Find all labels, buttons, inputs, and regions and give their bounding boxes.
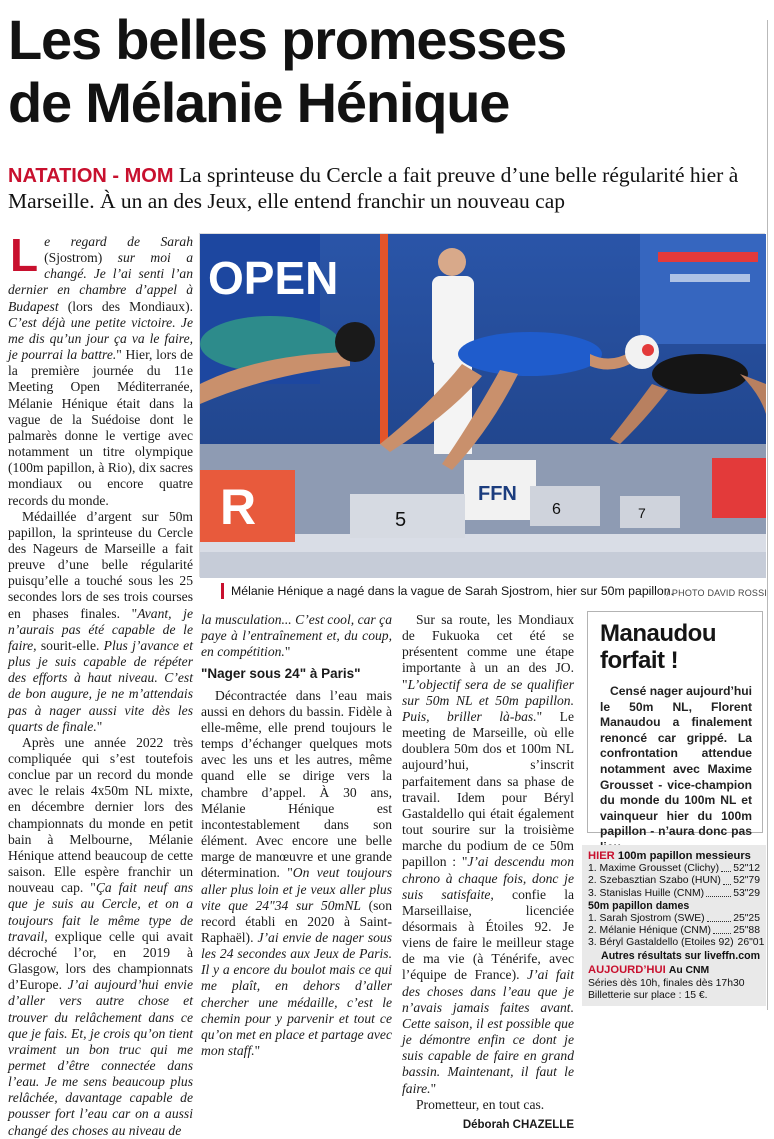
text-run: " Le meeting de Marseille, où elle doublera 50m dos et 100m NL aujourd’hui, s’inscrit parfaitement dans sa phase de travail. Idem pour Béryl Gastaldello qui était également tout sourire sur la troisième marche du podium de ce 50m papillon : " xyxy=(402,708,574,870)
result-row xyxy=(588,875,760,887)
article-column-2 xyxy=(201,612,393,1059)
result-name: 3. Stanislas Huille (CNM) xyxy=(588,887,705,899)
starting-block xyxy=(620,496,680,528)
text-run: (Sjostrom) xyxy=(44,250,118,266)
article-subtitle: "Nager sous 24" à Paris" xyxy=(201,666,361,682)
swimmers-dive-illustration xyxy=(200,234,766,578)
text-run: confie la Marseillaise, licenciée désormais à Étoiles 92. Je viens de faire le meilleur stage de ma vie (à Ténérife, avec l’équipe de France). xyxy=(402,886,574,983)
kicker: NATATION - MOM xyxy=(8,165,174,187)
banner-stripe xyxy=(380,234,388,464)
headline-line-2: de Mélanie Hénique xyxy=(8,71,510,134)
result-name: 2. Mélanie Hénique (CNM) xyxy=(588,925,712,937)
event-title: 50m papillon dames xyxy=(588,900,690,913)
more-results-link: Autres résultats sur liveffn.com xyxy=(601,949,760,962)
text-run: J’ai fait des choses dans l’eau que je n’avais jamais faites avant. Cette saison, il est possible que je démontre enfin ce dont je suis capable de faire en grand bassin. Maintenant, il faut le faire. xyxy=(402,967,574,1096)
text-run: e regard de Sarah xyxy=(44,234,193,249)
paragraph xyxy=(8,735,193,1139)
result-time: 53"29 xyxy=(733,887,760,899)
photo-credit: / PHOTO DAVID ROSSI xyxy=(666,588,767,598)
drop-cap: L xyxy=(10,229,39,281)
byline: Déborah CHAZELLE xyxy=(462,1118,574,1131)
lane-rope xyxy=(200,552,766,578)
page-rule xyxy=(767,20,768,1010)
side-sign xyxy=(712,458,766,518)
text-run: explique celle qui avait décroché l’or, en 2019 à Glasgow, lors des championnats d’Europe. xyxy=(8,928,193,993)
text-run: sourit-elle. xyxy=(36,637,104,653)
paragraph xyxy=(201,688,392,1060)
banner-deco xyxy=(658,252,758,262)
text-run: Médaillée d’argent sur 50m papillon, la sprinteuse du Cercle des Nageurs de Marseille a fait preuve d’une belle régularité puisqu’elle a touché sous les 25 secondes lors de ses trois courses en phases finales. " xyxy=(8,508,193,621)
standfirst xyxy=(8,163,768,214)
text-run: " xyxy=(96,718,103,734)
today-label: AUJOURD’HUI xyxy=(588,964,666,977)
result-row xyxy=(588,888,760,900)
sidebar-box xyxy=(587,611,763,839)
article-column-3 xyxy=(402,612,574,1131)
paragraph: Prometteur, en tout cas. xyxy=(416,1096,545,1112)
banner-right xyxy=(640,234,766,344)
photo-caption xyxy=(201,583,767,603)
today-place: Au CNM xyxy=(668,965,710,977)
result-row xyxy=(588,937,765,949)
article-photo xyxy=(199,233,765,577)
headline-line-1: Les belles promesses xyxy=(8,8,567,71)
results-box xyxy=(582,845,766,1006)
text-run: (lors des Mondiaux). xyxy=(58,298,193,314)
text-run: Décontractée dans l’eau mais aussi en dehors du bassin. Fidèle à elle-même, elle prend toujours le temps d’échanger quelques mots avec les uns et les autres, même quand elle se dirige vers la chambre d’appel. À 30 ans, Mélanie Hénique est incontestablement dans son élément. Avec encore une belle marge de manœuvre et une grande détermination. " xyxy=(201,687,392,881)
banner-deco xyxy=(670,274,750,282)
sidebar-title-line: forfait ! xyxy=(600,647,679,674)
result-row xyxy=(588,925,760,937)
ticket-line: Billetterie sur place : 15 €. xyxy=(588,990,708,1002)
text-run: " xyxy=(284,644,291,660)
caption-marker xyxy=(221,583,224,599)
text-run: L’objectif sera de se qualifier sur 50m NL et 50m papillon. Puis, briller là-bas. xyxy=(402,676,574,724)
article-column-1 xyxy=(8,229,193,1138)
sidebar-title-line: Manaudou xyxy=(600,620,716,647)
sponsor-letter: R xyxy=(220,479,257,535)
block-number: 7 xyxy=(638,505,646,521)
result-time: 25"25 xyxy=(733,912,760,924)
text-run: J’ai envie de nager sous les 24 secondes aux Jeux de Paris. Il y a encore du boulot mais ce qui me plaît, en dehors d’aller chercher une médaille, c’est le chemin pour y parvenir et tout ce qu’on met en place et partage avec mon staff. xyxy=(201,929,392,1059)
result-row xyxy=(588,913,760,925)
text-run: J’ai descendu mon chrono à chaque fois, donc je suis satisfaite, xyxy=(402,854,574,902)
today-header xyxy=(588,964,760,977)
paragraph xyxy=(8,509,193,735)
headline xyxy=(8,8,768,134)
paragraph xyxy=(402,612,574,1097)
text-run: J’ai aujourd’hui envie d’aller vers autre chose et trouver du relâchement dans ce que je fais. Et, je crois qu’on tient vraiment un bon truc qui me permet d’être connectée dans l’eau. Je me sens beaucoup plus relâchée, davantage capable de pousser fort l’eau car on a aussi changé des choses au niveau de xyxy=(8,977,193,1138)
starting-block xyxy=(530,486,600,526)
result-time: 52"12 xyxy=(733,863,760,874)
banner-text: OPEN xyxy=(208,252,339,304)
text-run: " xyxy=(254,1043,261,1059)
text-run: " xyxy=(430,1080,437,1096)
text-run: Plus j’avance et plus je suis capable de répéter des efforts à haut niveau. C’est de bon augure, je ne m’attendais pas à nager aussi vite dès les quarts de finale. xyxy=(8,637,193,734)
paragraph xyxy=(8,229,193,509)
text-run: On veut toujours aller plus loin et je veux aller plus vite que 24"34 sur 50mNL xyxy=(201,865,393,913)
text-run: Sur sa route, les Mondiaux de Fukuoka cet été se présentent comme une étape importante à un an des JO. " xyxy=(402,612,574,692)
event-title: 100m papillon messieurs xyxy=(617,850,751,862)
result-name: 1. Maxime Grousset (Clichy) xyxy=(588,863,720,874)
text-run: " Hier, lors de la première journée du 11e Meeting Open Méditerranée, Mélanie Hénique était dans la vague de la Suédoise dont le palmarès donne le vertige avec notamment un titre olympique (100m papillon, à Rio), dix sacres mondiaux ou encore quatre records du monde. xyxy=(8,347,193,508)
paragraph xyxy=(201,612,392,660)
schedule-line: Séries dès 10h, finales dès 17h30 xyxy=(588,977,745,989)
result-time: 25"88 xyxy=(733,925,760,937)
text-run: Après une année 2022 très compliquée qui s’est toutefois conclue par un record du monde avec le relais 4x50m NL mixte, en décembre dernier lors des championnats du monde en petit bain à Melbourne, Mélanie Hénique attend beaucoup de cette saison. Elle espère franchir un nouveau cap. " xyxy=(8,734,193,896)
starting-block xyxy=(350,494,465,538)
result-name: 2. Szebasztian Szabo (HUN) xyxy=(588,875,721,887)
text-run: Avant, je n’aurais pas été capable de le faire, xyxy=(8,605,193,653)
text-run: la musculation... C’est cool, car ça paye à l’entraînement et, du coup, en compétition. xyxy=(201,612,392,660)
text-run: C’est déjà une petite victoire. Je me dis qu’un jour ça va le faire, je pourrai la battre. xyxy=(8,314,193,363)
result-row xyxy=(588,863,760,875)
text-run: sur moi a changé. Je l’ai senti l’an dernier en chambre d’appel à Budapest xyxy=(8,250,193,314)
sidebar-body: Censé nager aujourd’hui le 50m NL, Florent Manaudou a finalement renoncé car grippé. La confrontation attendue notamment avec Maxime Grousset - vice-champion du monde du 100m NL et vainqueur hier du 100m papillon - n’aura donc pas xyxy=(600,684,752,839)
result-name: 3. Béryl Gastaldello (Etoiles 92) xyxy=(588,937,734,949)
result-time: 26"01 xyxy=(737,937,765,949)
standfirst-text: La sprinteuse du Cercle a fait preuve d’une belle régularité hier à Marseille. À un an des Jeux, elle entend franchir un nouveau cap xyxy=(8,163,739,213)
text-run: (son record établi en 2020 à Saint-Raphaël). xyxy=(201,897,392,945)
block-number: 6 xyxy=(552,501,561,518)
result-time: 52"79 xyxy=(733,875,760,887)
ffn-sign-text: FFN xyxy=(478,483,517,505)
hier-label: HIER xyxy=(588,850,615,862)
result-name: 1. Sarah Sjostrom (SWE) xyxy=(588,912,705,924)
caption-text: Mélanie Hénique a nagé dans la vague de Sarah Sjostrom, hier sur 50m papillon. xyxy=(231,584,674,598)
block-number: 5 xyxy=(395,509,407,531)
results-header xyxy=(588,849,760,863)
text-run: Ça fait neuf ans que je suis au Cercle, et on a toujours fait le même type de travail, xyxy=(8,880,193,944)
sidebar-title xyxy=(600,620,752,674)
